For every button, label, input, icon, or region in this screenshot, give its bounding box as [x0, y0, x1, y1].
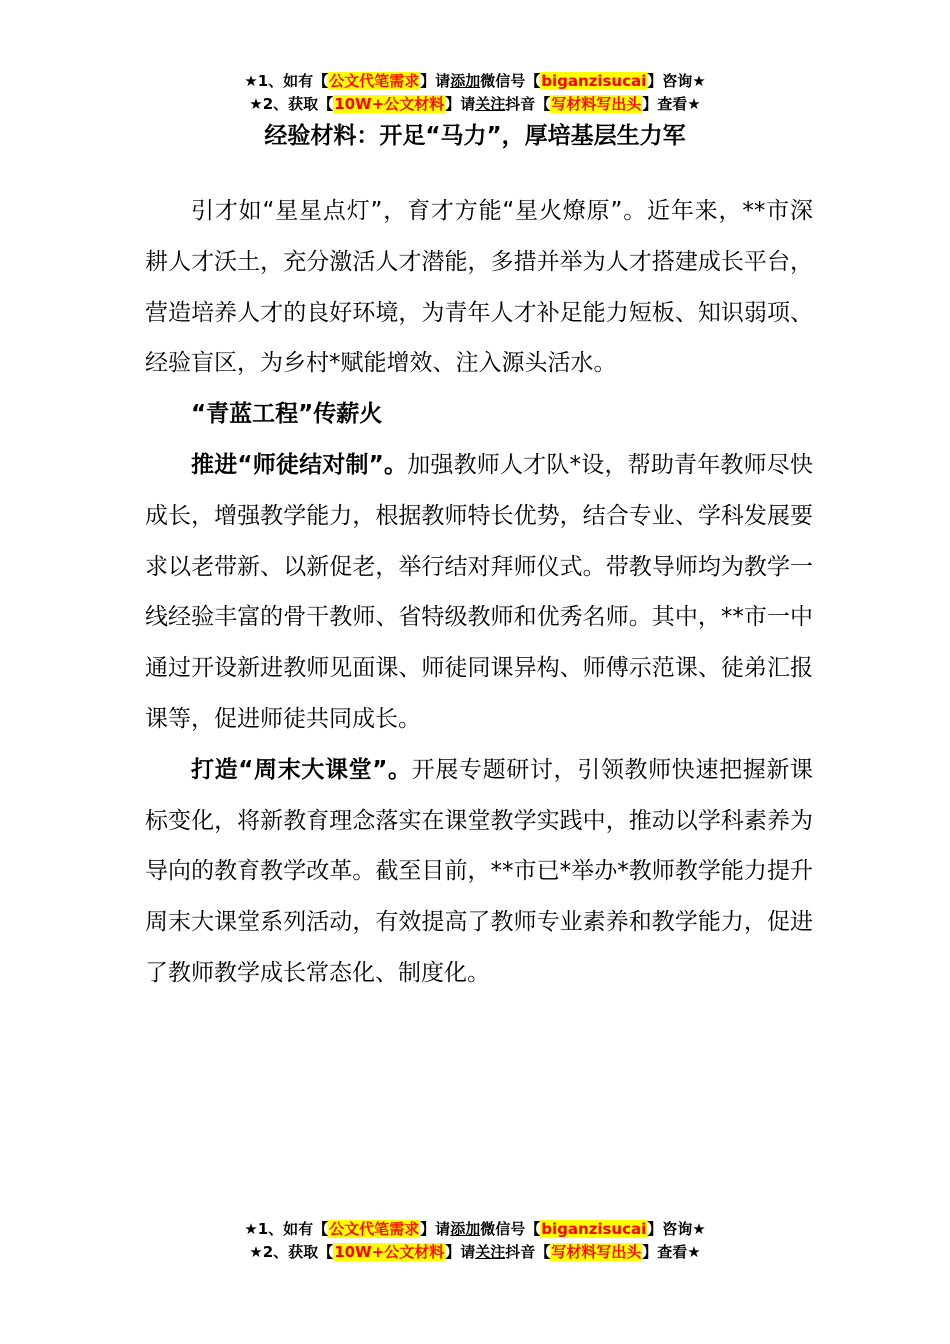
- promo-line-2: [0, 93, 950, 116]
- promo-text: 】请: [420, 1220, 451, 1238]
- intro-paragraph: 引才如“星星点灯”，育才方能“星火燎原”。近年来，**市深耕人才沃土，充分激活人才潜能，多措并举为人才搭建成长平台，营造培养人才的良好环境，为青年人才补足能力短板、知识弱项、经验盲区，为乡村*赋能增效、注入源头活水。: [145, 198, 813, 377]
- promo-highlight: biganzisucai: [541, 1220, 647, 1238]
- promo-line-1: [0, 70, 950, 93]
- promo-text: 】咨询★: [647, 72, 706, 90]
- promo-highlight: 公文代笔需求: [329, 72, 420, 90]
- promo-line-1: [0, 1218, 950, 1241]
- promo-underline: 关注: [475, 1243, 506, 1261]
- document-body: [145, 186, 813, 999]
- section-heading: “青蓝工程”传薪火: [191, 401, 383, 428]
- paragraph-mentorship: [145, 440, 813, 745]
- promo-text: ★1、如有【: [244, 72, 329, 90]
- promo-banner-top: [0, 70, 950, 116]
- promo-text: 】请: [420, 72, 451, 90]
- promo-text: 抖音【: [505, 1243, 551, 1261]
- paragraph-body: 开展专题研讨，引领教师快速把握新课标变化，将新教育理念落实在课堂教学实践中，推动以学科素养为导向的教育教学改革。截至目前，**市已*举办*教师教学能力提升周末大课堂系列活动，有效提高了教师专业素养和教学能力，促进了教师教学成长常态化、制度化。: [145, 756, 814, 986]
- promo-highlight: biganzisucai: [541, 72, 647, 90]
- promo-banner-bottom: [0, 1218, 950, 1264]
- paragraph-lead: 打造“周末大课堂”。: [191, 756, 412, 783]
- promo-underline: 添加: [450, 72, 481, 90]
- promo-text: 微信号【: [480, 1220, 541, 1238]
- promo-line-2: [0, 1241, 950, 1264]
- promo-text: 】查看★: [642, 95, 701, 113]
- paragraph-body: 加强教师人才队*设，帮助青年教师尽快成长，增强教学能力，根据教师特长优势，结合专业、学科发展要求以老带新、以新促老，举行结对拜师仪式。带教导师均为教学一线经验丰富的骨干教师、省特级教师和优秀名师。其中，**市一中通过开设新进教师见面课、师徒同课异构、师傅示范课、徒弟汇报课等，促进师徒共同成长。: [145, 451, 814, 732]
- promo-highlight: 10W+公文材料: [334, 1243, 445, 1261]
- promo-underline: 添加: [450, 1220, 481, 1238]
- promo-highlight: 10W+公文材料: [334, 95, 445, 113]
- promo-text: ★2、获取【: [249, 95, 334, 113]
- promo-text: 】请: [445, 95, 476, 113]
- document-title: 经验材料：开足“马力”，厚培基层生力军: [264, 123, 686, 149]
- promo-text: ★1、如有【: [244, 1220, 329, 1238]
- promo-highlight: 写材料写出头: [551, 95, 642, 113]
- promo-underline: 关注: [475, 95, 506, 113]
- promo-highlight: 公文代笔需求: [329, 1220, 420, 1238]
- promo-text: 】请: [445, 1243, 476, 1261]
- promo-text: ★2、获取【: [249, 1243, 334, 1261]
- paragraph-weekend-class: [145, 745, 813, 999]
- promo-text: 抖音【: [505, 95, 551, 113]
- promo-text: 】查看★: [642, 1243, 701, 1261]
- promo-text: 微信号【: [480, 72, 541, 90]
- promo-highlight: 写材料写出头: [551, 1243, 642, 1261]
- promo-text: 】咨询★: [647, 1220, 706, 1238]
- paragraph-lead: 推进“师徒结对制”。: [191, 451, 408, 478]
